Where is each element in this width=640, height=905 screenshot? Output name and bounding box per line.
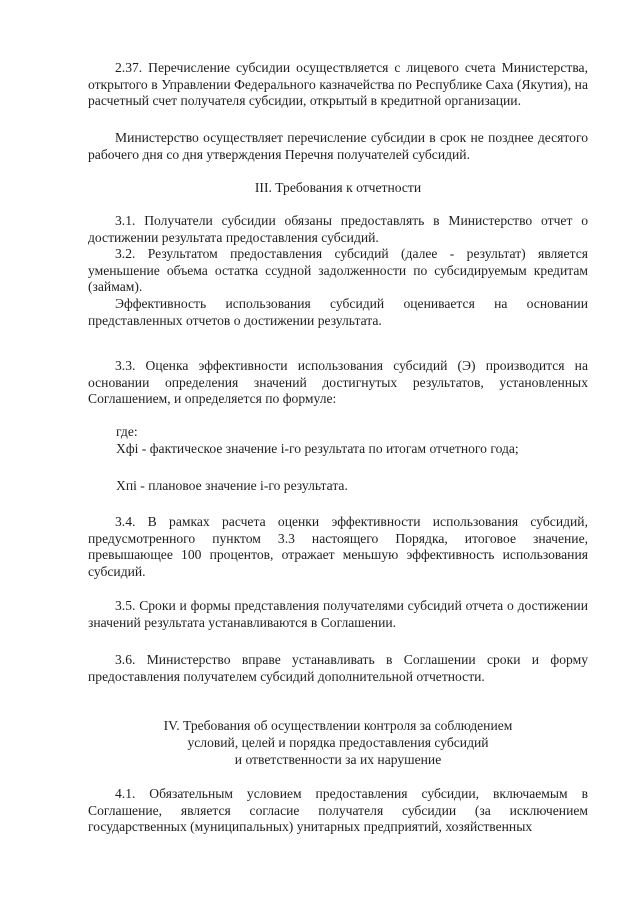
actual-value-definition: Хфi - фактическое значение i-го результата по итогам отчетного года; [116, 441, 519, 456]
where-label: где: [116, 424, 138, 439]
paragraph-2-37: 2.37. Перечисление субсидии осуществляется с лицевого счета Министерства, открытого в Управлении Федерального казначейства по Республике Саха (Якутия), на расчетный счет получателя субсидии, открытый в кредитной организации. [88, 60, 588, 109]
paragraph-4-1: 4.1. Обязательным условием предоставления субсидии, включаемым в Соглашение, является согласие получателя субсидии (за исключением государственных (муниципальных) унитарных предприятий, хозяйственных [88, 786, 588, 835]
paragraph-3-3: 3.3. Оценка эффективности использования субсидий (Э) производится на основании определения значений достигнутых результатов, установленных Соглашением, и определяется по формуле: [88, 358, 588, 407]
paragraph-3-6: 3.6. Министерство вправе устанавливать в Соглашении сроки и форму предоставления получателем субсидий дополнительной отчетности. [88, 652, 588, 684]
paragraph-3-1: 3.1. Получатели субсидии обязаны предоставлять в Министерство отчет о достижении результата предоставления субсидий. [88, 213, 588, 245]
paragraph-3-4: 3.4. В рамках расчета оценки эффективности использования субсидий, предусмотренного пунктом 3.3 настоящего Порядка, итоговое значение, превышающее 100 процентов, отражает меньшую эффективность использования субсидий. [88, 514, 588, 579]
paragraph-2-37-transfer-term: Министерство осуществляет перечисление субсидии в срок не позднее десятого рабочего дня со дня утверждения Перечня получателей субсидий. [88, 130, 588, 162]
section-3-heading: III. Требования к отчетности [254, 180, 422, 195]
planned-value-definition: Хпi - плановое значение i-го результата. [116, 478, 348, 493]
section-4-heading-line-3: и ответственности за их нарушение [234, 752, 442, 767]
paragraph-3-2-efficiency: Эффективность использования субсидий оценивается на основании представленных отчетов о достижении результата. [88, 296, 588, 328]
paragraph-3-5: 3.5. Сроки и формы представления получателями субсидий отчета о достижении значений результата устанавливаются в Соглашении. [88, 598, 588, 630]
paragraph-3-2: 3.2. Результатом предоставления субсидий (далее - результат) является уменьшение объема остатка ссудной задолженности по субсидируемым кредитам (займам). [88, 246, 588, 295]
section-4-heading-line-2: условий, целей и порядка предоставления субсидий [187, 735, 489, 750]
section-4-heading-line-1: IV. Требования об осуществлении контроля за соблюдением [163, 718, 513, 733]
